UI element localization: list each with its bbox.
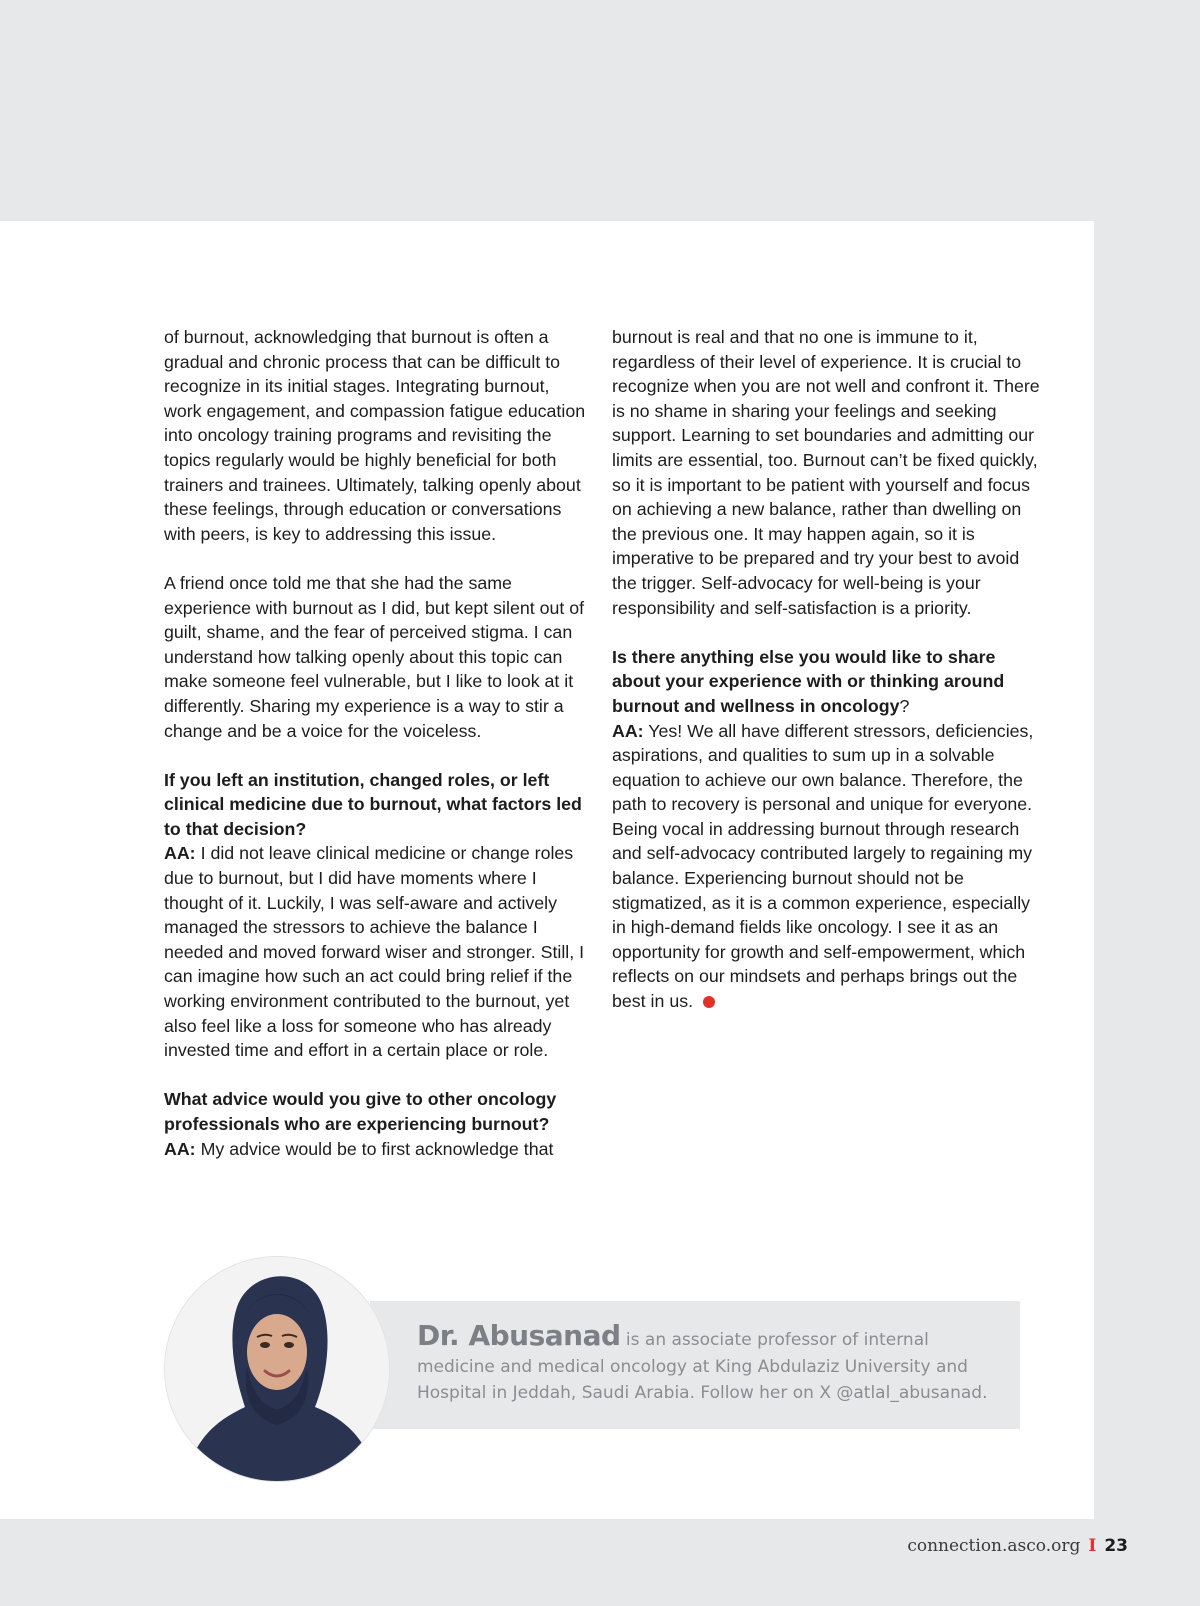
qa-block bbox=[612, 645, 1042, 1014]
left-column bbox=[164, 325, 591, 1186]
site-url: connection.asco.org bbox=[907, 1536, 1081, 1556]
interview-answer: Yes! We all have different stressors, deficiencies, aspirations, and qualities to sum up in a solvable equation to achieve our own balance. Therefore, the path to recovery is personal and unique for everyone. Being vocal in addressing burnout through research and self-advocacy contributed largely to regaining my balance. Experiencing burnout should not be stigmatized, as it is a common experience, especially in high-demand fields like oncology. I see it as an opportunity for growth and self-empowerment, which reflects on our mindsets and perhaps brings out the best in us. bbox=[612, 720, 1034, 1012]
question-mark: ? bbox=[899, 695, 910, 716]
author-bio bbox=[417, 1319, 1007, 1407]
footer-separator: I bbox=[1088, 1536, 1097, 1556]
answer-label: AA: bbox=[164, 843, 196, 864]
page-footer bbox=[907, 1536, 1128, 1556]
page-number: 23 bbox=[1104, 1536, 1128, 1556]
paragraph: A friend once told me that she had the same experience with burnout as I did, but kept silent out of guilt, shame, and the fear of perceived stigma. I can understand how talking openly about this topic can make someone feel vulnerable, but I like to look at it differently. Sharing my experience is a way to stir a change and be a voice for the voiceless. bbox=[164, 572, 585, 741]
author-portrait-icon bbox=[165, 1257, 389, 1481]
author-bio-box bbox=[370, 1301, 1020, 1429]
answer-label: AA: bbox=[612, 720, 644, 741]
interview-question: What advice would you give to other oncology professionals who are experiencing burnout? bbox=[164, 1089, 557, 1134]
interview-question: Is there anything else you would like to share about your experience with or thinking around burnout and wellness in oncology bbox=[612, 646, 1005, 716]
right-column bbox=[612, 325, 1042, 1038]
qa-block bbox=[164, 1087, 591, 1161]
author-photo bbox=[164, 1256, 390, 1482]
qa-block bbox=[164, 768, 591, 1063]
author-name: Dr. Abusanad bbox=[417, 1319, 621, 1352]
article-page bbox=[0, 221, 1094, 1519]
answer-label: AA: bbox=[164, 1138, 196, 1159]
end-mark-icon bbox=[703, 996, 715, 1008]
interview-question: If you left an institution, changed roles, or left clinical medicine due to burnout, what factors led to that decision? bbox=[164, 769, 582, 839]
paragraph: burnout is real and that no one is immune to it, regardless of their level of experience. It is crucial to recognize when you are not well and confront it. There is no shame in sharing your feelings and seeking support. Learning to set boundaries and admitting our limits are essential, too. Burnout can’t be fixed quickly, so it is important to be patient with yourself and focus on achieving a new balance, rather than dwelling on the previous one. It may happen again, so it is imperative to be prepared and try your best to avoid the trigger. Self-advocacy for well-being is your responsibility and self-satisfaction is a priority. bbox=[612, 327, 1040, 618]
interview-answer: My advice would be to first acknowledge that bbox=[200, 1138, 554, 1159]
interview-answer: I did not leave clinical medicine or change roles due to burnout, but I did have moments where I thought of it. Luckily, I was self-aware and actively managed the stressors to achieve the balance I needed and moved forward wiser and stronger. Still, I can imagine how such an act could bring relief if the working environment contributed to the burnout, yet also feel like a loss for someone who has already invested time and effort in a certain place or role. bbox=[164, 843, 585, 1061]
paragraph: of burnout, acknowledging that burnout is often a gradual and chronic process that can be difficult to recognize in its initial stages. Integrating burnout, work engagement, and compassion fatigue education into oncology training programs and revisiting the topics regularly would be highly beneficial for both trainers and trainees. Ultimately, talking openly about these feelings, through education or conversations with peers, is key to addressing this issue. bbox=[164, 327, 586, 544]
author-bio-text: is an associate professor of internal medicine and medical oncology at King Abdulaziz University and Hospital in Jeddah, Saudi Arabia. Follow her on X @atlal_abusanad. bbox=[417, 1330, 988, 1403]
